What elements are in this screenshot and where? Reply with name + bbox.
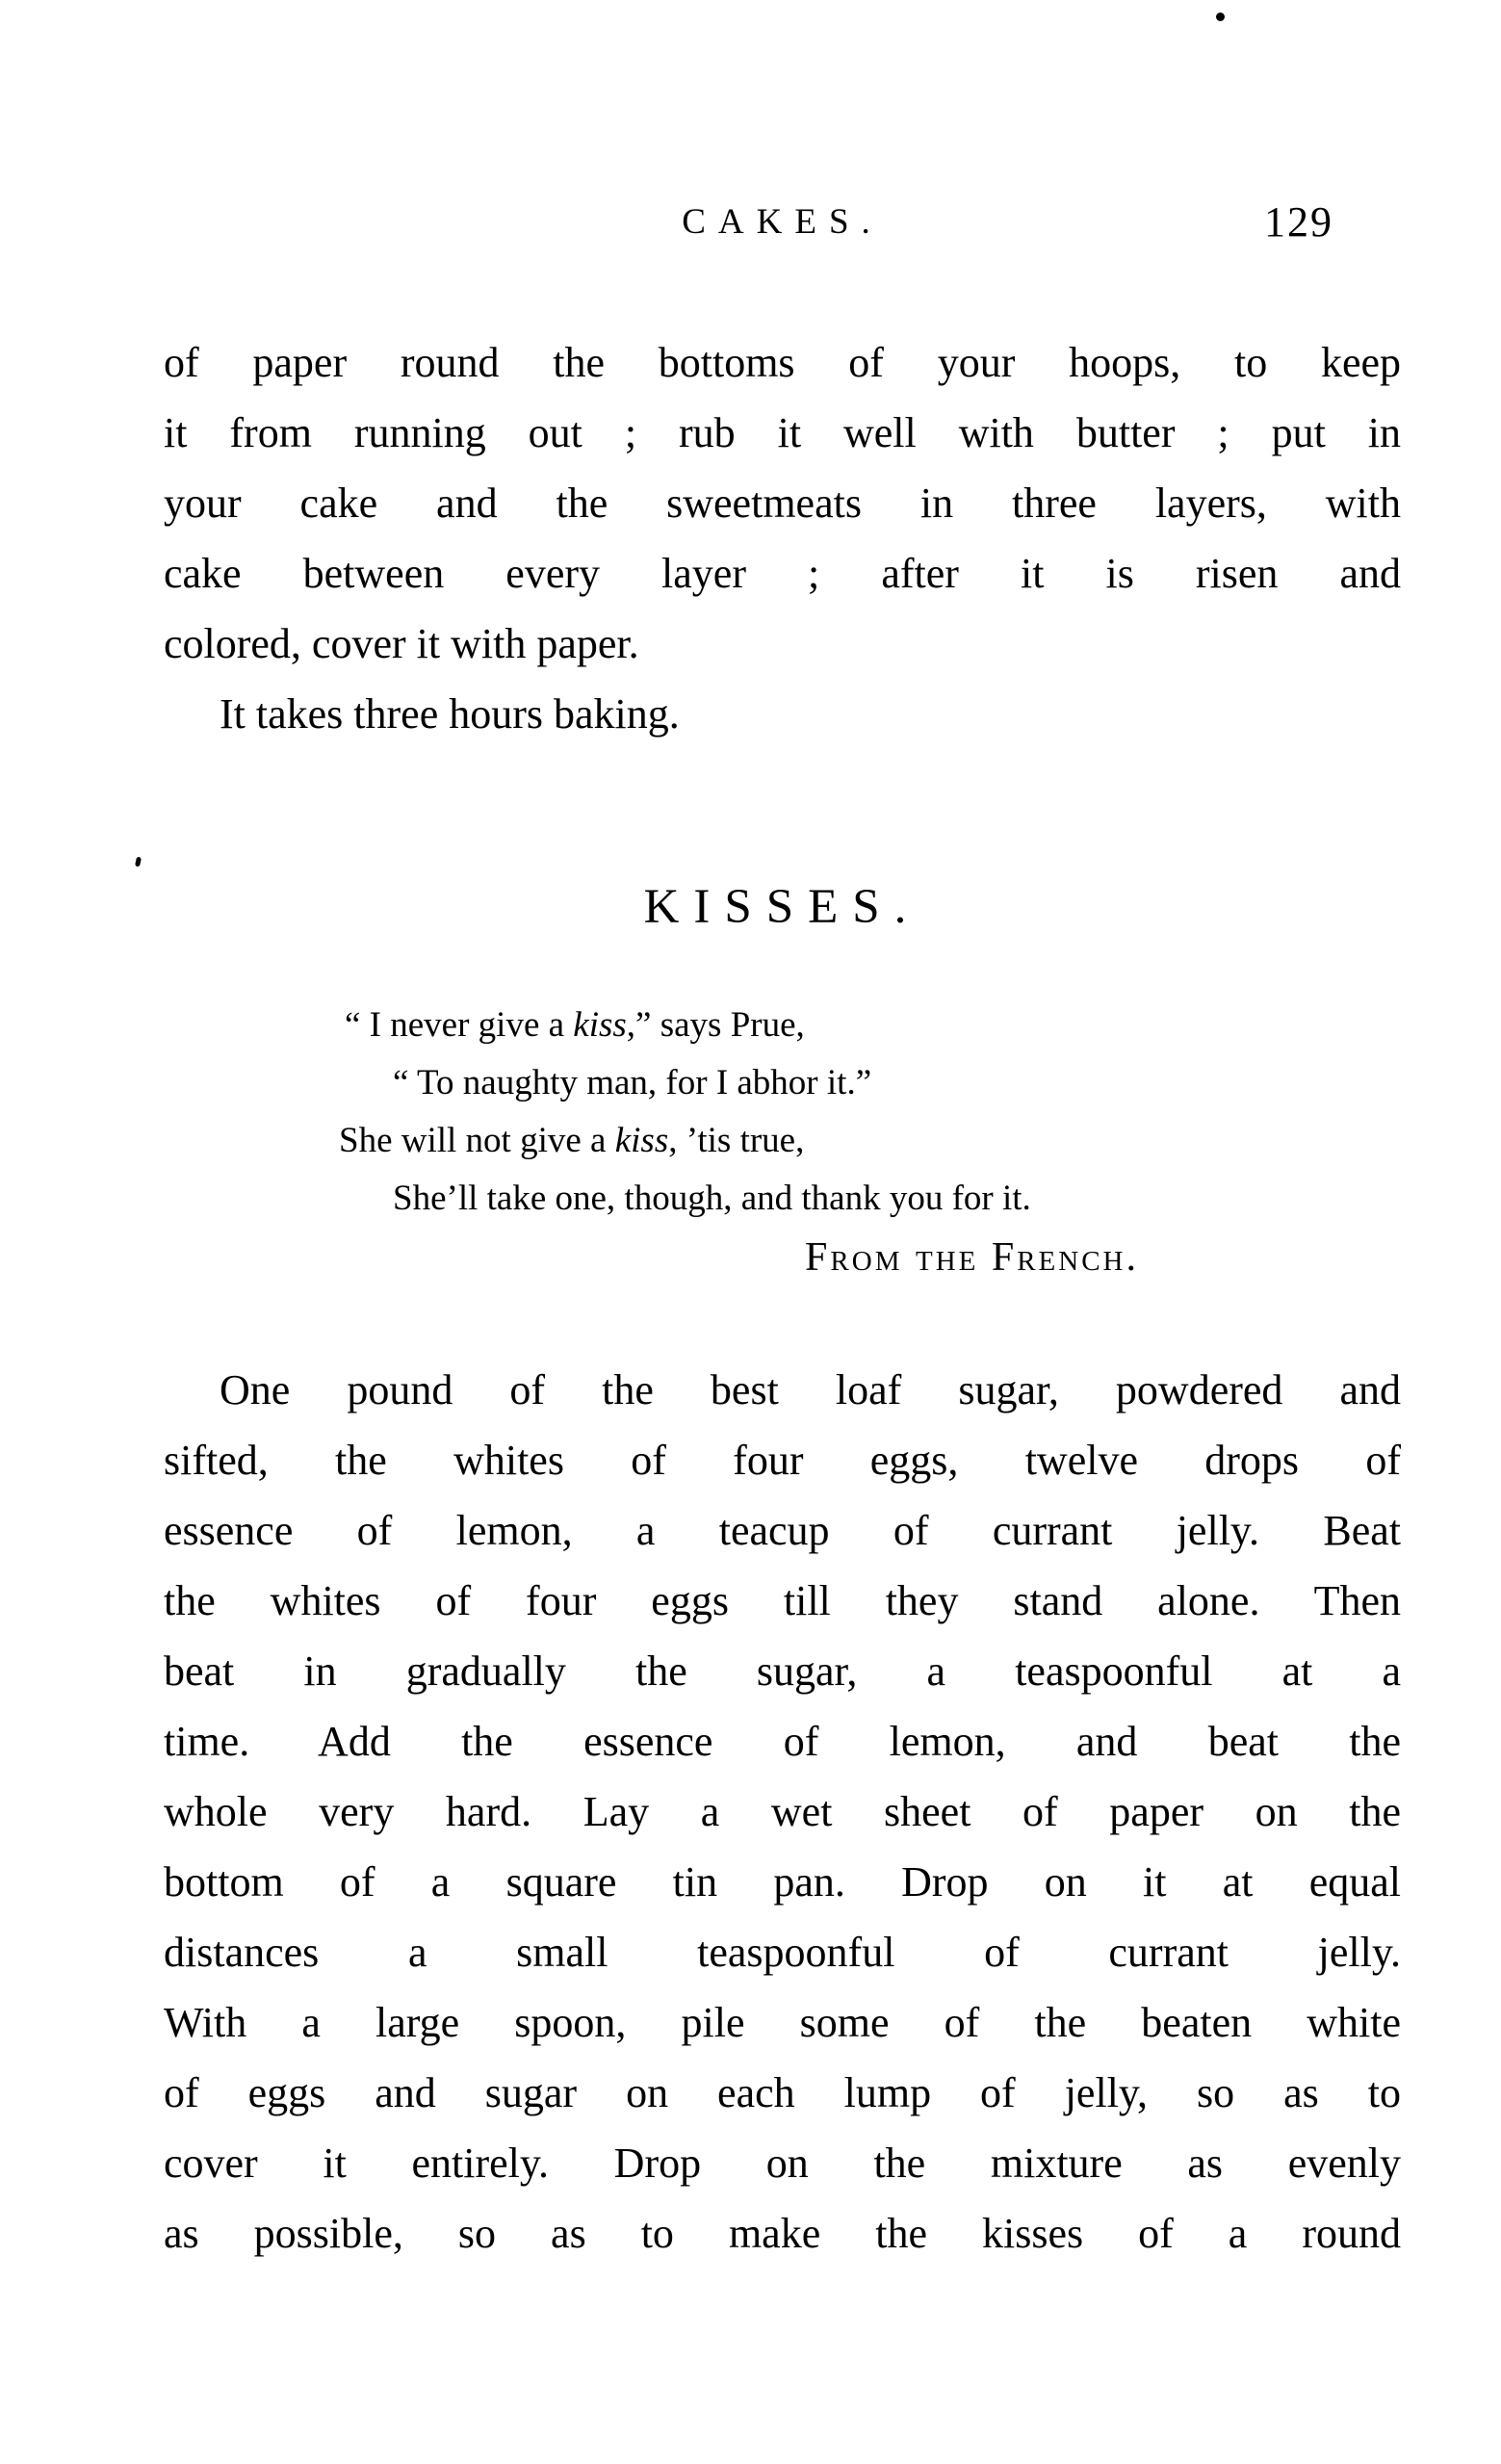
text-line: of eggs and sugar on each lump of jelly, so as to	[164, 2069, 1401, 2116]
poem-line	[164, 1170, 1401, 1228]
poem-line	[164, 997, 1401, 1054]
text-block	[164, 0, 1401, 2269]
text-line: your cake and the sweetmeats in three layers, with	[164, 480, 1401, 527]
text-line: as possible, so as to make the kisses of a round	[164, 2210, 1401, 2257]
text-line: time. Add the essence of lemon, and beat the	[164, 1718, 1401, 1765]
paragraph-recipe	[164, 1355, 1401, 2269]
text-line: bottom of a square tin pan. Drop on it at equal	[164, 1858, 1401, 1906]
text-line: the whites of four eggs till they stand alone. Then	[164, 1577, 1401, 1624]
text-line: of paper round the bottoms of your hoops, to keep	[164, 339, 1401, 386]
text-line: distances a small teaspoonful of currant jelly.	[164, 1929, 1401, 1976]
text-line: It takes three hours baking.	[220, 690, 680, 738]
ink-speck-icon	[135, 857, 142, 868]
text-line: cake between every layer ; after it is risen and	[164, 550, 1401, 597]
text-line: One pound of the best loaf sugar, powdered and	[220, 1366, 1401, 1414]
poem-attribution: From the French.	[805, 1235, 1139, 1280]
text-line: beat in gradually the sugar, a teaspoonful at a	[164, 1647, 1401, 1695]
text-line: colored, cover it with paper.	[164, 620, 639, 667]
text-line: whole very hard. Lay a wet sheet of paper on the	[164, 1788, 1401, 1835]
paragraph-hoops	[164, 327, 1401, 749]
poem-line	[164, 1112, 1401, 1170]
running-head	[164, 197, 1401, 247]
poem-text: She’ll take one, though, and thank you for it.	[393, 1179, 1031, 1218]
text-line: With a large spoon, pile some of the beaten white	[164, 1999, 1401, 2046]
poem-text: ,” says Prue,	[626, 1005, 805, 1045]
text-line: sifted, the whites of four eggs, twelve drops of	[164, 1437, 1401, 1484]
poem-text: “ To naughty man, for I abhor it.”	[393, 1063, 872, 1102]
section-heading-kisses: KISSES.	[643, 880, 921, 934]
poem-text: “ I never give a	[345, 1005, 574, 1045]
poem-text: , ’tis true,	[668, 1121, 805, 1160]
text-line: it from running out ; rub it well with butter ; put in	[164, 409, 1401, 456]
poem-quote	[164, 997, 1401, 1287]
text-line: cover it entirely. Drop on the mixture as evenly	[164, 2140, 1401, 2187]
poem-italic-word: kiss	[573, 1005, 627, 1045]
poem-text: She will not give a	[339, 1121, 615, 1160]
page-number: 129	[1264, 198, 1333, 246]
page-title: CAKES.	[682, 202, 883, 242]
poem-italic-word: kiss	[614, 1121, 669, 1160]
text-line: essence of lemon, a teacup of currant jelly. Beat	[164, 1507, 1401, 1554]
poem-line	[164, 1054, 1401, 1112]
